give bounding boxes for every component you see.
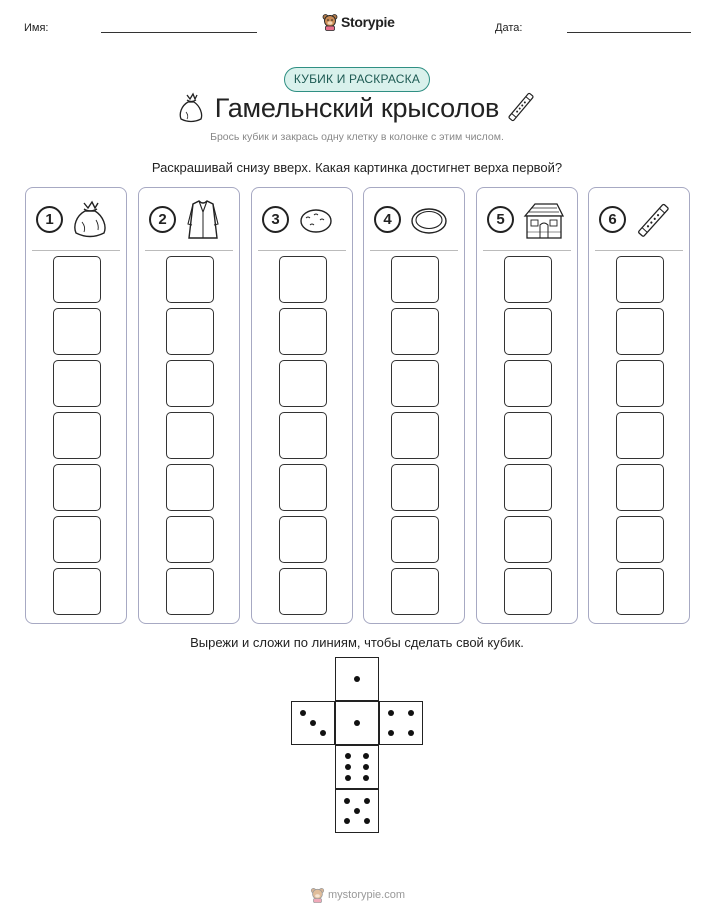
- column-divider: [483, 250, 571, 251]
- color-cell[interactable]: [616, 568, 664, 615]
- page-title: Гамельнский крысолов: [214, 93, 500, 123]
- column-divider: [32, 250, 120, 251]
- color-cell[interactable]: [616, 360, 664, 407]
- column-header: [364, 188, 464, 250]
- color-cell[interactable]: [279, 308, 327, 355]
- color-cell[interactable]: [279, 516, 327, 563]
- color-cell[interactable]: [53, 412, 101, 459]
- column-6: [588, 187, 690, 624]
- color-cell[interactable]: [391, 308, 439, 355]
- date-line: [567, 32, 691, 33]
- dice-pip: [408, 730, 414, 736]
- column-number: 2: [149, 206, 176, 233]
- color-cell[interactable]: [504, 516, 552, 563]
- column-header: [139, 188, 239, 250]
- activity-badge: КУБИК И РАСКРАСКА: [284, 67, 430, 92]
- color-cell[interactable]: [391, 568, 439, 615]
- color-cell[interactable]: [279, 360, 327, 407]
- color-cell[interactable]: [53, 360, 101, 407]
- color-cell[interactable]: [504, 308, 552, 355]
- dice-pip: [354, 720, 360, 726]
- column-divider: [595, 250, 683, 251]
- color-cell[interactable]: [166, 568, 214, 615]
- column-2: [138, 187, 240, 624]
- dice-pip: [344, 798, 350, 804]
- coloring-instruction: Раскрашивай снизу вверх. Какая картинка достигнет верха первой?: [151, 160, 563, 175]
- color-cell[interactable]: [166, 308, 214, 355]
- color-cell[interactable]: [616, 412, 664, 459]
- footer: [310, 887, 405, 903]
- column-number: 5: [487, 206, 514, 233]
- house-icon: [521, 198, 565, 242]
- dice-face-1[interactable]: [335, 657, 379, 701]
- dice-pip: [345, 775, 351, 781]
- color-cell[interactable]: [166, 360, 214, 407]
- color-cell[interactable]: [616, 516, 664, 563]
- column-divider: [145, 250, 233, 251]
- color-cell[interactable]: [166, 464, 214, 511]
- brand-logo: [322, 13, 395, 31]
- color-cell[interactable]: [391, 256, 439, 303]
- column-number: 1: [36, 206, 63, 233]
- color-cell[interactable]: [279, 256, 327, 303]
- dice-pip: [354, 676, 360, 682]
- dice-pip: [310, 720, 316, 726]
- color-cell[interactable]: [166, 256, 214, 303]
- column-divider: [370, 250, 458, 251]
- name-line: [101, 32, 257, 33]
- column-number: 6: [599, 206, 626, 233]
- column-header: [252, 188, 352, 250]
- column-header: [589, 188, 689, 250]
- color-cell[interactable]: [391, 360, 439, 407]
- color-cell[interactable]: [504, 360, 552, 407]
- color-cell[interactable]: [53, 516, 101, 563]
- color-cell[interactable]: [504, 464, 552, 511]
- date-label: Дата:: [495, 22, 523, 34]
- dice-pip: [300, 710, 306, 716]
- color-cell[interactable]: [279, 464, 327, 511]
- color-cell[interactable]: [504, 256, 552, 303]
- dice-pip: [363, 764, 369, 770]
- color-cell[interactable]: [391, 516, 439, 563]
- column-3: [251, 187, 353, 624]
- dice-face-6[interactable]: [335, 745, 379, 789]
- cut-instruction: Вырежи и сложи по линиям, чтобы сделать свой кубик.: [190, 635, 524, 650]
- bear-icon: [322, 13, 338, 31]
- color-cell[interactable]: [53, 308, 101, 355]
- column-number: 3: [262, 206, 289, 233]
- color-cell[interactable]: [616, 308, 664, 355]
- dice-face-1[interactable]: [335, 701, 379, 745]
- footer-website: mystorypie.com: [328, 889, 406, 901]
- dice-pip: [363, 753, 369, 759]
- color-cell[interactable]: [53, 256, 101, 303]
- dice-pip: [345, 764, 351, 770]
- dice-pip: [364, 798, 370, 804]
- dice-pip: [364, 818, 370, 824]
- color-cell[interactable]: [279, 412, 327, 459]
- dice-pip: [388, 730, 394, 736]
- flute-icon: [508, 90, 534, 124]
- subtitle: Брось кубик и закрась одну клетку в колонке с этим числом.: [210, 131, 504, 143]
- bear-icon: [310, 887, 325, 903]
- color-cell[interactable]: [53, 568, 101, 615]
- dice-pip: [388, 710, 394, 716]
- brand-name: Storypie: [341, 14, 395, 30]
- column-number: 4: [374, 206, 401, 233]
- column-4: [363, 187, 465, 624]
- color-cell[interactable]: [504, 412, 552, 459]
- color-cell[interactable]: [504, 568, 552, 615]
- dice-face-5[interactable]: [335, 789, 379, 833]
- dice-pip: [363, 775, 369, 781]
- column-header: [26, 188, 126, 250]
- robe-icon: [183, 198, 223, 242]
- column-5: [476, 187, 578, 624]
- color-cell[interactable]: [391, 464, 439, 511]
- color-cell[interactable]: [53, 464, 101, 511]
- color-cell[interactable]: [391, 412, 439, 459]
- color-cell[interactable]: [616, 464, 664, 511]
- dice-face-4[interactable]: [379, 701, 423, 745]
- bread-icon: [296, 198, 336, 240]
- dice-pip: [354, 808, 360, 814]
- column-header: [477, 188, 577, 250]
- dice-face-3[interactable]: [291, 701, 335, 745]
- coin-icon: [408, 198, 450, 240]
- dice-pip: [344, 818, 350, 824]
- sack-icon: [70, 198, 110, 240]
- color-cell[interactable]: [166, 412, 214, 459]
- column-1: [25, 187, 127, 624]
- column-divider: [258, 250, 346, 251]
- color-cell[interactable]: [279, 568, 327, 615]
- name-label: Имя:: [24, 22, 49, 34]
- color-cell[interactable]: [166, 516, 214, 563]
- color-cell[interactable]: [616, 256, 664, 303]
- flute-icon: [633, 198, 673, 242]
- dice-pip: [320, 730, 326, 736]
- dice-pip: [345, 753, 351, 759]
- dice-pip: [408, 710, 414, 716]
